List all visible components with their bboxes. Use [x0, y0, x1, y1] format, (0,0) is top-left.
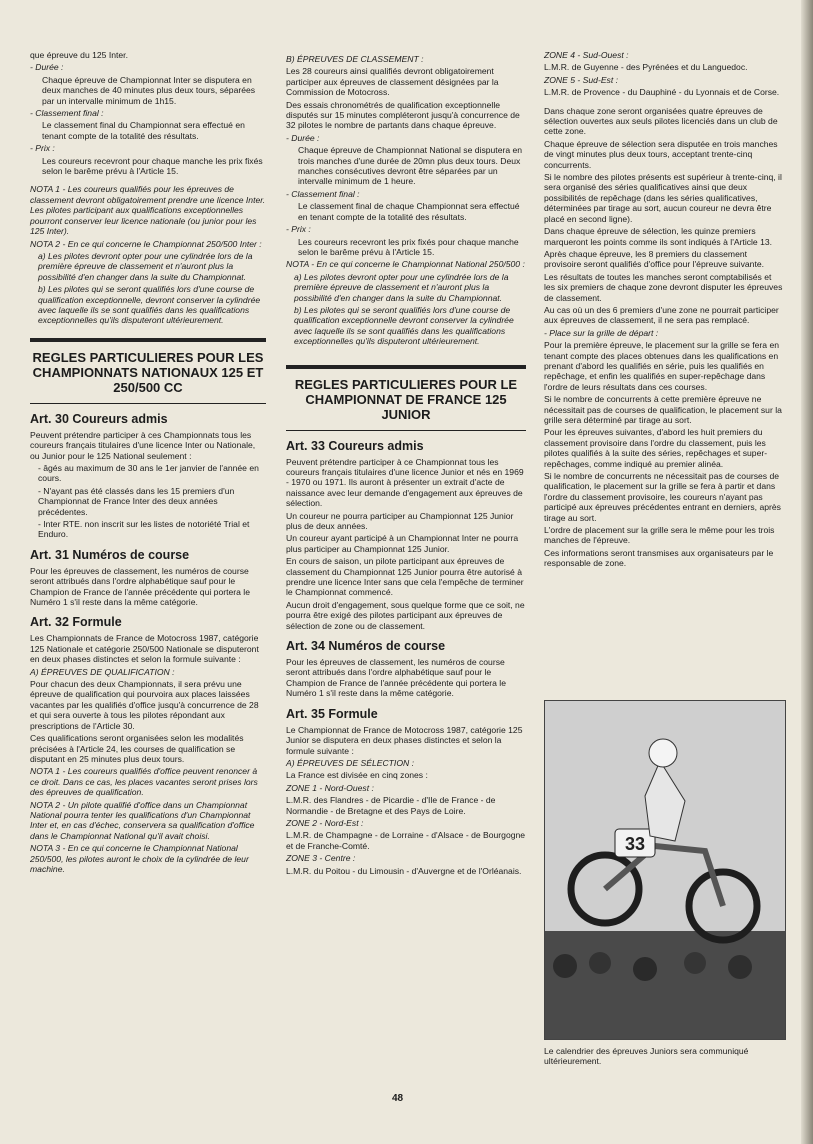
subheading: - Durée :: [286, 132, 320, 143]
text: Un coureur ne pourra participer au Championnat 125 Junior plus de deux années.: [286, 510, 514, 531]
text: Pour les épreuves de classement, les numéros de course seront attribués dans l'ordre alphabétique sauf pour le Champion de France de l'année précédente qui portera le Numéro 1 s'il reste dans la même catégorie.: [30, 565, 250, 608]
text: Ces informations seront transmises aux organisateurs par le responsable de zone.: [544, 547, 774, 569]
zone-title: ZONE 3 - Centre :: [286, 853, 356, 864]
nota-item: a) Les pilotes devront opter pour une cylindrée lors de la première épreuve de classement et n'auront plus la possibilité d'en changer dans la suite du Championnat.: [38, 250, 253, 282]
nota-item: b) Les pilotes qui se seront qualifiés lors d'une course de qualification exceptionnelle, devront conserver la cylindrée avec laquelle ils se sont qualifiés dans les qualifications exceptionnelles qu'ils disputeront ultérieurement.: [38, 284, 261, 326]
article-heading: Art. 32 Formule: [30, 615, 122, 630]
photo-caption: Le calendrier des épreuves Juniors sera communiqué ultérieurement.: [544, 1046, 749, 1067]
article-heading: Art. 30 Coureurs admis: [30, 411, 168, 426]
divider: [286, 365, 526, 369]
text: Pour la première épreuve, le placement sur la grille se fera en tenant compte des places obtenues dans les qualifications en prenant d'abord les qualifiés en série, puis les qualifiés en repêchage, et enfin les qualifiés en super-repêchage dans l'ordre de leurs résultats dans ces courses.: [544, 340, 780, 392]
nota-item: a) Les pilotes devront opter pour une cylindrée lors de la première épreuve de classement et n'auront plus la possibilité d'en changer dans la suite du Championnat.: [294, 271, 509, 303]
text: Après chaque épreuve, les 8 premiers du classement provisoire seront qualifiés d'office pour l'épreuve suivante.: [544, 248, 765, 270]
subheading: A) ÉPREUVES DE QUALIFICATION :: [30, 666, 175, 677]
article-heading: Art. 35 Formule: [286, 706, 378, 721]
text: L.M.R. du Poitou - du Limousin - d'Auvergne et de l'Orléanais.: [286, 865, 522, 876]
section-heading: REGLES PARTICULIERES POUR LE CHAMPIONNAT DE FRANCE 125 JUNIOR: [294, 376, 518, 422]
article-heading: Art. 33 Coureurs admis: [286, 438, 424, 453]
text: Ces qualifications seront organisées selon les modalités précisées à l'Article 24, les courses de qualification se disputant en 25 minutes plus deux tours.: [30, 733, 244, 764]
text: Chaque épreuve de Championnat National se disputera en trois manches d'une durée de 20mn plus deux tours. Deux manches consécutives devront être séparées par un intervalle minimum de 1 heure.: [298, 145, 523, 187]
text: La France est divisée en cinq zones :: [286, 770, 428, 781]
subheading: - Place sur la grille de départ :: [544, 327, 659, 338]
motocross-rider-illustration: [545, 701, 785, 1039]
motocross-photo: [544, 700, 786, 1040]
column-middle: [286, 54, 526, 878]
divider: [30, 403, 266, 404]
text: L.M.R. des Flandres - de Picardie - d'Ile de France - de Normandie - de Bretagne et des Pays de Loire.: [286, 795, 496, 816]
page-number: 48: [392, 1093, 404, 1104]
divider: [286, 430, 526, 431]
text: Chaque épreuve de sélection sera disputée en trois manches de vingt minutes plus deux tours, acceptant trente-cinq concurrents.: [544, 138, 778, 170]
list-item: - Inter RTE. non inscrit sur les listes de notoriété Trial et Enduro.: [38, 519, 250, 540]
subheading: - Classement final :: [30, 108, 104, 119]
article-heading: Art. 34 Numéros de course: [286, 639, 446, 654]
column-right: [544, 50, 784, 571]
column-left: [30, 50, 266, 876]
zone-title: ZONE 5 - Sud-Est :: [544, 74, 619, 85]
text: Les coureurs recevront pour chaque manche les prix fixés selon le barême prévu à l'Article 15.: [42, 155, 263, 177]
nota: NOTA 2 - En ce qui concerne le Championnat 250/500 Inter :: [30, 238, 262, 249]
subheading: A) ÉPREUVES DE SÉLECTION :: [286, 757, 414, 768]
text: Pour chacun des deux Championnats, il sera prévu une épreuve de qualification qui pourvoira aux places laissées vacantes par les qualifiés d'office jusqu'à concurrence de 28 et qui sera ouverte à tous les pilotes répondant aux prescriptions de l'Article 30.: [30, 679, 259, 731]
text: Les résultats de toutes les manches seront comptabilisés et les six premiers de chaque zone devront disputer les épreuves de classement.: [544, 271, 783, 303]
text: Si le nombre de concurrents à cette première épreuve ne nécessitait pas de courses de qualification, le placement sur la grille sera déterminé par tirage au sort.: [544, 394, 782, 425]
text: Pour les épreuves de classement, les numéros de course seront attribués dans l'ordre alphabétique sauf pour le Champion de France de l'année précédente qui portera le Numéro 1 s'il reste dans la même catégorie.: [286, 657, 506, 699]
text: Un coureur ayant participé à un Championnat Inter ne pourra plus participer au Championnat 125 Junior.: [286, 533, 519, 554]
nota: NOTA 1 - Les coureurs qualifiés pour les épreuves de classement devront obligatoirement prendre une licence Inter. Les pilotes participant aux qualifications exceptionnelles pourront conserver leur licence nationale (ou junior pour les 125 Inter).: [30, 184, 266, 237]
page-edge-shadow: [801, 0, 813, 1144]
text: Dans chaque épreuve de sélection, les quinze premiers marqueront les points comme ils sont indiqués à l'Article 13.: [544, 226, 773, 247]
subheading: B) ÉPREUVES DE CLASSEMENT :: [286, 54, 424, 64]
text: L.M.R. de Champagne - de Lorraine - d'Alsace - de Bourgogne et de Franche-Comté.: [286, 830, 526, 851]
subheading: - Prix :: [30, 143, 55, 154]
text: Le classement final de chaque Championnat sera effectué en tenant compte de la totalité des résultats.: [298, 201, 520, 222]
text: Peuvent prétendre participer à ces Championnats tous les coureurs français titulaires d'une licence Inter ou Nationale, ou Junior pour le 125 National seulement :: [30, 429, 256, 461]
section-heading: REGLES PARTICULIERES POUR LES CHAMPIONNATS NATIONAUX 125 ET 250/500 CC: [32, 349, 264, 395]
helmet-icon: [649, 739, 677, 767]
text: Des essais chronométrés de qualification exceptionnelle disputés sur 15 minutes compléteront jusqu'à concurrence de 32 pilotes le nombre de partants dans chaque épreuve.: [286, 99, 520, 131]
nota: NOTA 3 - En ce qui concerne le Championnat National 250/500, les pilotes auront le choix de la cylindrée de leur machine.: [30, 843, 249, 874]
zone-title: ZONE 1 - Nord-Ouest :: [286, 782, 374, 793]
zone-title: ZONE 2 - Nord-Est :: [286, 817, 364, 828]
text: Peuvent prétendre participer à ce Championnat tous les coureurs français titulaires d'une licence Junior et nés en 1969 - 1970 ou 1971. Ils auront à présenter un extrait d'acte de naissance avec leur demande d'engagement aux épreuves de sélection.: [286, 456, 524, 509]
text: L.M.R. de Provence - du Dauphiné - du Lyonnais et de Corse.: [544, 87, 780, 98]
article-heading: Art. 31 Numéros de course: [30, 547, 190, 562]
nota: NOTA 1 - Les coureurs qualifiés d'office peuvent renoncer à ce droit. Dans ce cas, les places vacantes seront prises lors des épreuves de qualification.: [30, 766, 258, 798]
list-item: - N'ayant pas été classés dans les 15 premiers d'un Championnat de France Inter des deux années précédentes.: [38, 485, 235, 517]
text: Si le nombre de concurrents ne nécessitait pas de courses de qualification, le placement sur la grille se fera à partir et dans l'ordre du classement provisoire, les coureurs n'ayant pas participé aux épreuves précédentes entrant en derniers, après tirage au sort.: [544, 471, 781, 523]
text: Si le nombre des pilotes présents est supérieur à trente-cinq, il sera organisé des séries qualificatives ainsi que deux possibilités de repêchage (dans les séries qualificatives, déterminées par tirage au sort, aucun coureur ne devra être placé en second ligne).: [544, 172, 782, 224]
zone-title: ZONE 4 - Sud-Ouest :: [544, 50, 629, 60]
subheading: - Classement final :: [286, 188, 360, 199]
bike-number-plate: 33: [625, 834, 646, 854]
text: L'ordre de placement sur la grille sera le même pour les trois manches de l'épreuve.: [544, 525, 775, 546]
divider: [30, 338, 266, 342]
text: Chaque épreuve de Championnat Inter se disputera en deux manches de 40 minutes plus deux tours, séparées par un intervalle minimum de 1h15.: [42, 74, 256, 106]
text: Au cas où un des 6 premiers d'une zone ne pourrait participer aux épreuves de classement, il ne sera pas remplacé.: [544, 304, 779, 326]
text: En cours de saison, un pilote participant aux épreuves de classement du Championnat 125 Junior pourra être autorisé à prendre une licence Inter sans que cela l'empêche de terminer le Championnat commencé.: [286, 556, 524, 598]
text: Pour les épreuves suivantes, d'abord les huit premiers du classement provisoire dans l'ordre du classement, puis les pilotes qualifiés à la suite des séries, repêchages et super-repêchages, comme indiqué au premier alinéa.: [544, 427, 768, 469]
list-item: - âgés au maximum de 30 ans le 1er janvier de l'année en cours.: [38, 462, 259, 484]
nota: NOTA - En ce qui concerne le Championnat National 250/500 :: [286, 259, 525, 270]
subheading: - Durée :: [30, 62, 64, 73]
text: Dans chaque zone seront organisées quatre épreuves de sélection ouvertes aux seuls pilotes licenciés dans un club de cette zone.: [544, 105, 778, 137]
text: Les 28 coureurs ainsi qualifiés devront obligatoirement participer aux épreuves de classement désignées par la Commission de Motocross.: [286, 66, 499, 98]
nota-item: b) Les pilotes qui se seront qualifiés lors d'une course de qualification exceptionnelle devront conserver la cylindrée avec laquelle ils se sont qualifiés dans les qualifications exceptionnelles qu'ils disputeront ultérieurement.: [294, 304, 514, 347]
text: Le classement final du Championnat sera effectué en tenant compte de la totalité des résultats.: [42, 120, 245, 141]
text: Le Championnat de France de Motocross 1987, catégorie 125 Junior se disputera en deux phases distinctes et selon la formule suivante :: [286, 724, 523, 756]
nota: NOTA 2 - Un pilote qualifié d'office dans un Championnat National pourra tenter les qualifications d'un Championnat Inter et, en cas d'échec, conservera sa qualification d'office dans le Championnat National qu'il avait choisi.: [30, 799, 255, 841]
text: Aucun droit d'engagement, sous quelque forme que ce soit, ne pourra être exigé des pilotes participant aux épreuves de sélection de zone ou de classement.: [286, 599, 525, 631]
text: que épreuve du 125 Inter.: [30, 50, 128, 60]
text: Les Championnats de France de Motocross 1987, catégorie 125 Nationale et catégorie 250/500 Nationale se disputeront en deux phases distinctes et selon la formule suivante :: [30, 633, 259, 665]
subheading: - Prix :: [286, 224, 311, 235]
text: Les coureurs recevront les prix fixés pour chaque manche selon le barême prévu à l'Article 15.: [298, 236, 519, 257]
text: L.M.R. de Guyenne - des Pyrénées et du Languedoc.: [544, 62, 748, 73]
